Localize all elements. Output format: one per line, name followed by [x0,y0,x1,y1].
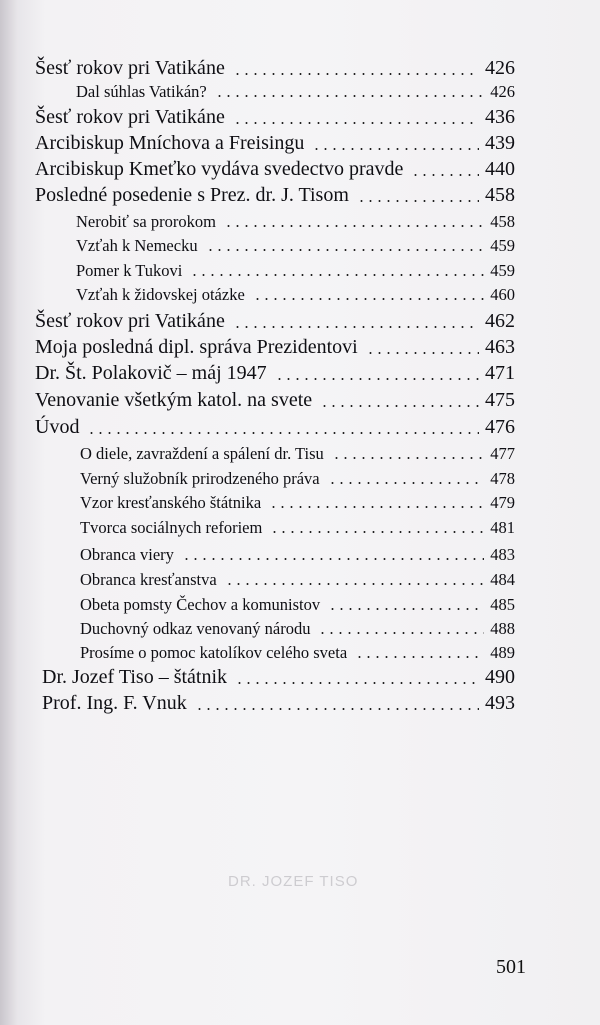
toc-entry-title: Duchovný odkaz venovaný národu [80,619,311,638]
toc-entry-title: Šesť rokov pri Vatikáne [35,57,225,79]
toc-entry-page: 484 [490,570,515,589]
show-through-text: DR. JOZEF TISO [228,873,359,890]
toc-subentry [80,469,515,489]
toc-entry-title: Tvorca sociálnych reforiem [80,518,263,537]
dot-leader [411,174,479,176]
dot-leader [182,558,484,560]
toc-entry-page: 440 [485,158,515,180]
toc-entry-page: 460 [490,285,515,304]
dot-leader [328,608,484,610]
toc-entry-title: Pomer k Tukovi [76,261,183,280]
toc-entry-page: 476 [485,416,515,438]
toc-entry-page: 489 [490,643,515,662]
dot-leader [215,95,484,97]
toc-entry-title: Moja posledná dipl. správa Prezidentovi [35,336,358,358]
toc-entry-page: 426 [490,82,515,101]
toc-subentry [76,236,515,256]
dot-leader [224,225,484,227]
toc-entry-title: Venovanie všetkým katol. na svete [35,389,313,411]
toc-entry-page: 478 [490,469,515,488]
dot-leader [235,682,479,684]
toc-entry-page: 426 [485,57,515,79]
toc-entry-page: 458 [490,212,515,231]
toc-entry [35,56,515,80]
toc-entry-title: Úvod [35,416,80,438]
toc-entry-title: Arcibiskup Mníchova a Freisingu [35,132,305,154]
toc-subentry [76,261,515,281]
toc-entry [35,131,515,155]
toc-entry-title: Nerobiť sa prorokom [76,212,216,231]
toc-entry-title: Posledné posedenie s Prez. dr. J. Tisom [35,184,349,206]
toc-entry-page: 481 [490,518,515,537]
dot-leader [195,708,479,710]
toc-entry-title: Šesť rokov pri Vatikáne [35,106,225,128]
toc-entry-page: 459 [490,236,515,255]
toc-entry-title: Dal súhlas Vatikán? [76,82,207,101]
toc-entry [35,388,515,412]
dot-leader [233,122,479,124]
toc-subentry [80,545,515,565]
toc-subentry [80,619,515,639]
toc-entry-page: 485 [490,595,515,614]
toc-entry-page: 490 [485,666,515,688]
dot-leader [269,506,484,508]
dot-leader [355,656,484,658]
toc-entry-title: Dr. Št. Polakovič – máj 1947 [35,362,267,384]
toc-entry-title: Obeta pomsty Čechov a komunistov [80,595,321,614]
toc-entry [35,183,515,207]
toc-subentry [80,493,515,513]
toc-entry-title: Prosíme o pomoc katolíkov celého sveta [80,643,348,662]
dot-leader [233,73,479,75]
toc-entry-title: Vzťah k židovskej otázke [76,285,245,304]
toc-entry-title: Dr. Jozef Tiso – štátnik [42,666,228,688]
toc-entry-page: 458 [485,184,515,206]
toc-entry [42,665,515,689]
toc-entry [35,415,515,439]
toc-entry [35,335,515,359]
toc-entry-title: Vzor kresťanského štátnika [80,493,262,512]
dot-leader [275,378,479,380]
dot-leader [320,405,479,407]
toc-entry-title: Obranca viery [80,545,174,564]
toc-entry-title: Verný služobník prirodzeného práva [80,469,320,488]
toc-entry [35,361,515,385]
dot-leader [357,200,479,202]
dot-leader [190,274,484,276]
toc-entry [35,105,515,129]
toc-entry-page: 439 [485,132,515,154]
toc-entry-title: Šesť rokov pri Vatikáne [35,310,225,332]
toc-entry-page: 463 [485,336,515,358]
toc-entry-title: O diele, zavraždení a spálení dr. Tisu [80,444,324,463]
toc-subentry [80,444,515,464]
toc-entry-page: 493 [485,692,515,714]
dot-leader [253,298,484,300]
toc-subentry [76,82,515,102]
toc-entry [35,309,515,333]
toc-entry [42,691,515,715]
page-number: 501 [496,956,526,978]
toc-entry-page: 459 [490,261,515,280]
toc-entry-page: 475 [485,389,515,411]
toc-entry-page: 479 [490,493,515,512]
dot-leader [366,352,479,354]
toc-subentry [76,285,515,305]
toc-subentry [80,595,515,615]
toc-subentry [80,643,515,663]
dot-leader [318,632,484,634]
dot-leader [332,457,484,459]
toc-entry [35,157,515,181]
toc-entry-title: Arcibiskup Kmeťko vydáva svedectvo pravde [35,158,404,180]
toc-entry-page: 471 [485,362,515,384]
toc-entry-title: Vzťah k Nemecku [76,236,198,255]
toc-entry-page: 462 [485,310,515,332]
toc-subentry [76,212,515,232]
toc-entry-page: 477 [490,444,515,463]
toc-entry-page: 488 [490,619,515,638]
dot-leader [225,583,485,585]
dot-leader [87,432,479,434]
dot-leader [206,249,485,251]
toc-entry-title: Obranca kresťanstva [80,570,217,589]
dot-leader [233,326,479,328]
dot-leader [328,482,485,484]
toc-entry-page: 436 [485,106,515,128]
toc-entry-title: Prof. Ing. F. Vnuk [42,692,187,714]
toc-subentry [80,570,515,590]
toc-subentry [80,518,515,538]
toc-entry-page: 483 [490,545,515,564]
dot-leader [312,148,479,150]
dot-leader [270,531,484,533]
